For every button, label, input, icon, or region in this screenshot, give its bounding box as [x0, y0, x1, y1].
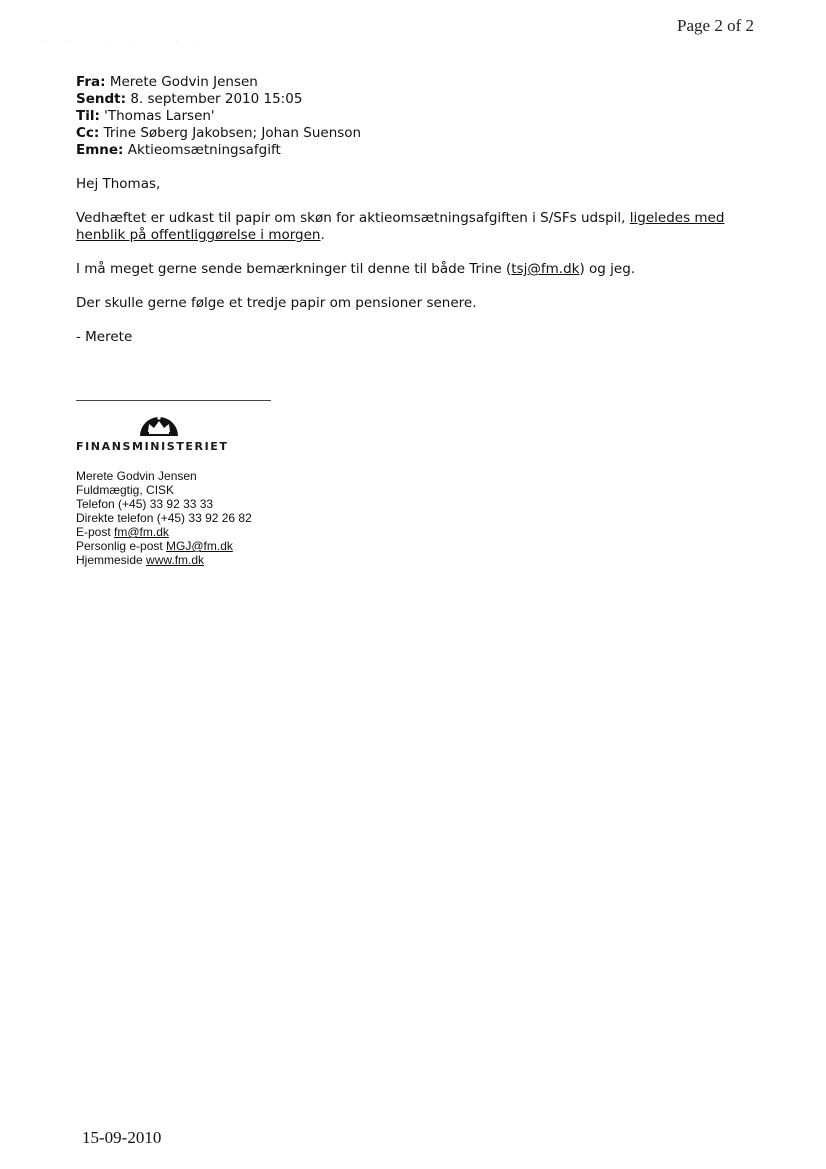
signature-divider	[76, 400, 271, 401]
ministry-logo	[76, 410, 229, 453]
sig-name: Merete Godvin Jensen	[76, 469, 197, 483]
paragraph-pensions: Der skulle gerne følge et tredje papir om pensioner senere.	[76, 295, 477, 311]
sig-phone: Telefon (+45) 33 92 33 33	[76, 497, 214, 511]
greeting: Hej Thomas,	[76, 176, 161, 192]
paragraph-comments-text: I må meget gerne sende bemærkninger til denne til både Trine (	[76, 261, 512, 277]
sig-email-label: E-post	[76, 525, 115, 539]
sig-title: Fuldmægtig, CISK	[76, 483, 175, 497]
from-label: Fra:	[76, 74, 106, 90]
publication-link[interactable]: ligeledes med henblik på offentliggørelse i morgen	[76, 210, 725, 243]
subject-value: Aktieomsætningsafgift	[127, 142, 281, 158]
sig-email-row	[76, 525, 252, 539]
scan-artifact: ·· ·· ··	[44, 38, 220, 45]
signature-block	[76, 469, 252, 567]
to-label: Til:	[76, 108, 100, 124]
to-value: 'Thomas Larsen'	[104, 108, 215, 124]
sent-value: 8. september 2010 15:05	[130, 91, 303, 107]
subject-row	[76, 142, 361, 159]
paragraph-attachment	[76, 210, 751, 244]
sig-website-link[interactable]: www.fm.dk	[146, 553, 205, 567]
from-value: Merete Godvin Jensen	[109, 74, 258, 90]
sig-personal-email-row	[76, 539, 252, 553]
sig-website-row	[76, 553, 252, 567]
paragraph-attachment-end: .	[320, 227, 325, 243]
paragraph-comments-end: ) og jeg.	[579, 261, 636, 277]
email-body	[76, 176, 751, 363]
crown-icon	[138, 410, 180, 438]
paragraph-attachment-text: Vedhæftet er udkast til papir om skøn for aktieomsætningsafgiften i S/SFs udspil,	[76, 210, 630, 226]
sig-email-link[interactable]: fm@fm.dk	[114, 525, 169, 539]
page-number: Page 2 of 2	[677, 16, 754, 35]
to-row	[76, 108, 361, 125]
sig-personal-email-label: Personlig e-post	[76, 539, 167, 553]
sig-website-label: Hjemmeside	[76, 553, 147, 567]
sig-personal-email-link[interactable]: MGJ@fm.dk	[166, 539, 233, 553]
cc-row	[76, 125, 361, 142]
cc-value: Trine Søberg Jakobsen; Johan Suenson	[103, 125, 362, 141]
paragraph-comments	[76, 261, 751, 278]
from-row	[76, 74, 361, 91]
cc-label: Cc:	[76, 125, 100, 141]
ministry-name: FINANSMINISTERIET	[76, 440, 229, 453]
signoff: - Merete	[76, 329, 133, 345]
sent-row	[76, 91, 361, 108]
sig-direct-phone: Direkte telefon (+45) 33 92 26 82	[76, 511, 252, 525]
footer-date: 15-09-2010	[82, 1128, 162, 1147]
sent-label: Sendt:	[76, 91, 127, 107]
email-header	[76, 74, 361, 159]
trine-email-link[interactable]: tsj@fm.dk	[511, 261, 580, 277]
subject-label: Emne:	[76, 142, 124, 158]
